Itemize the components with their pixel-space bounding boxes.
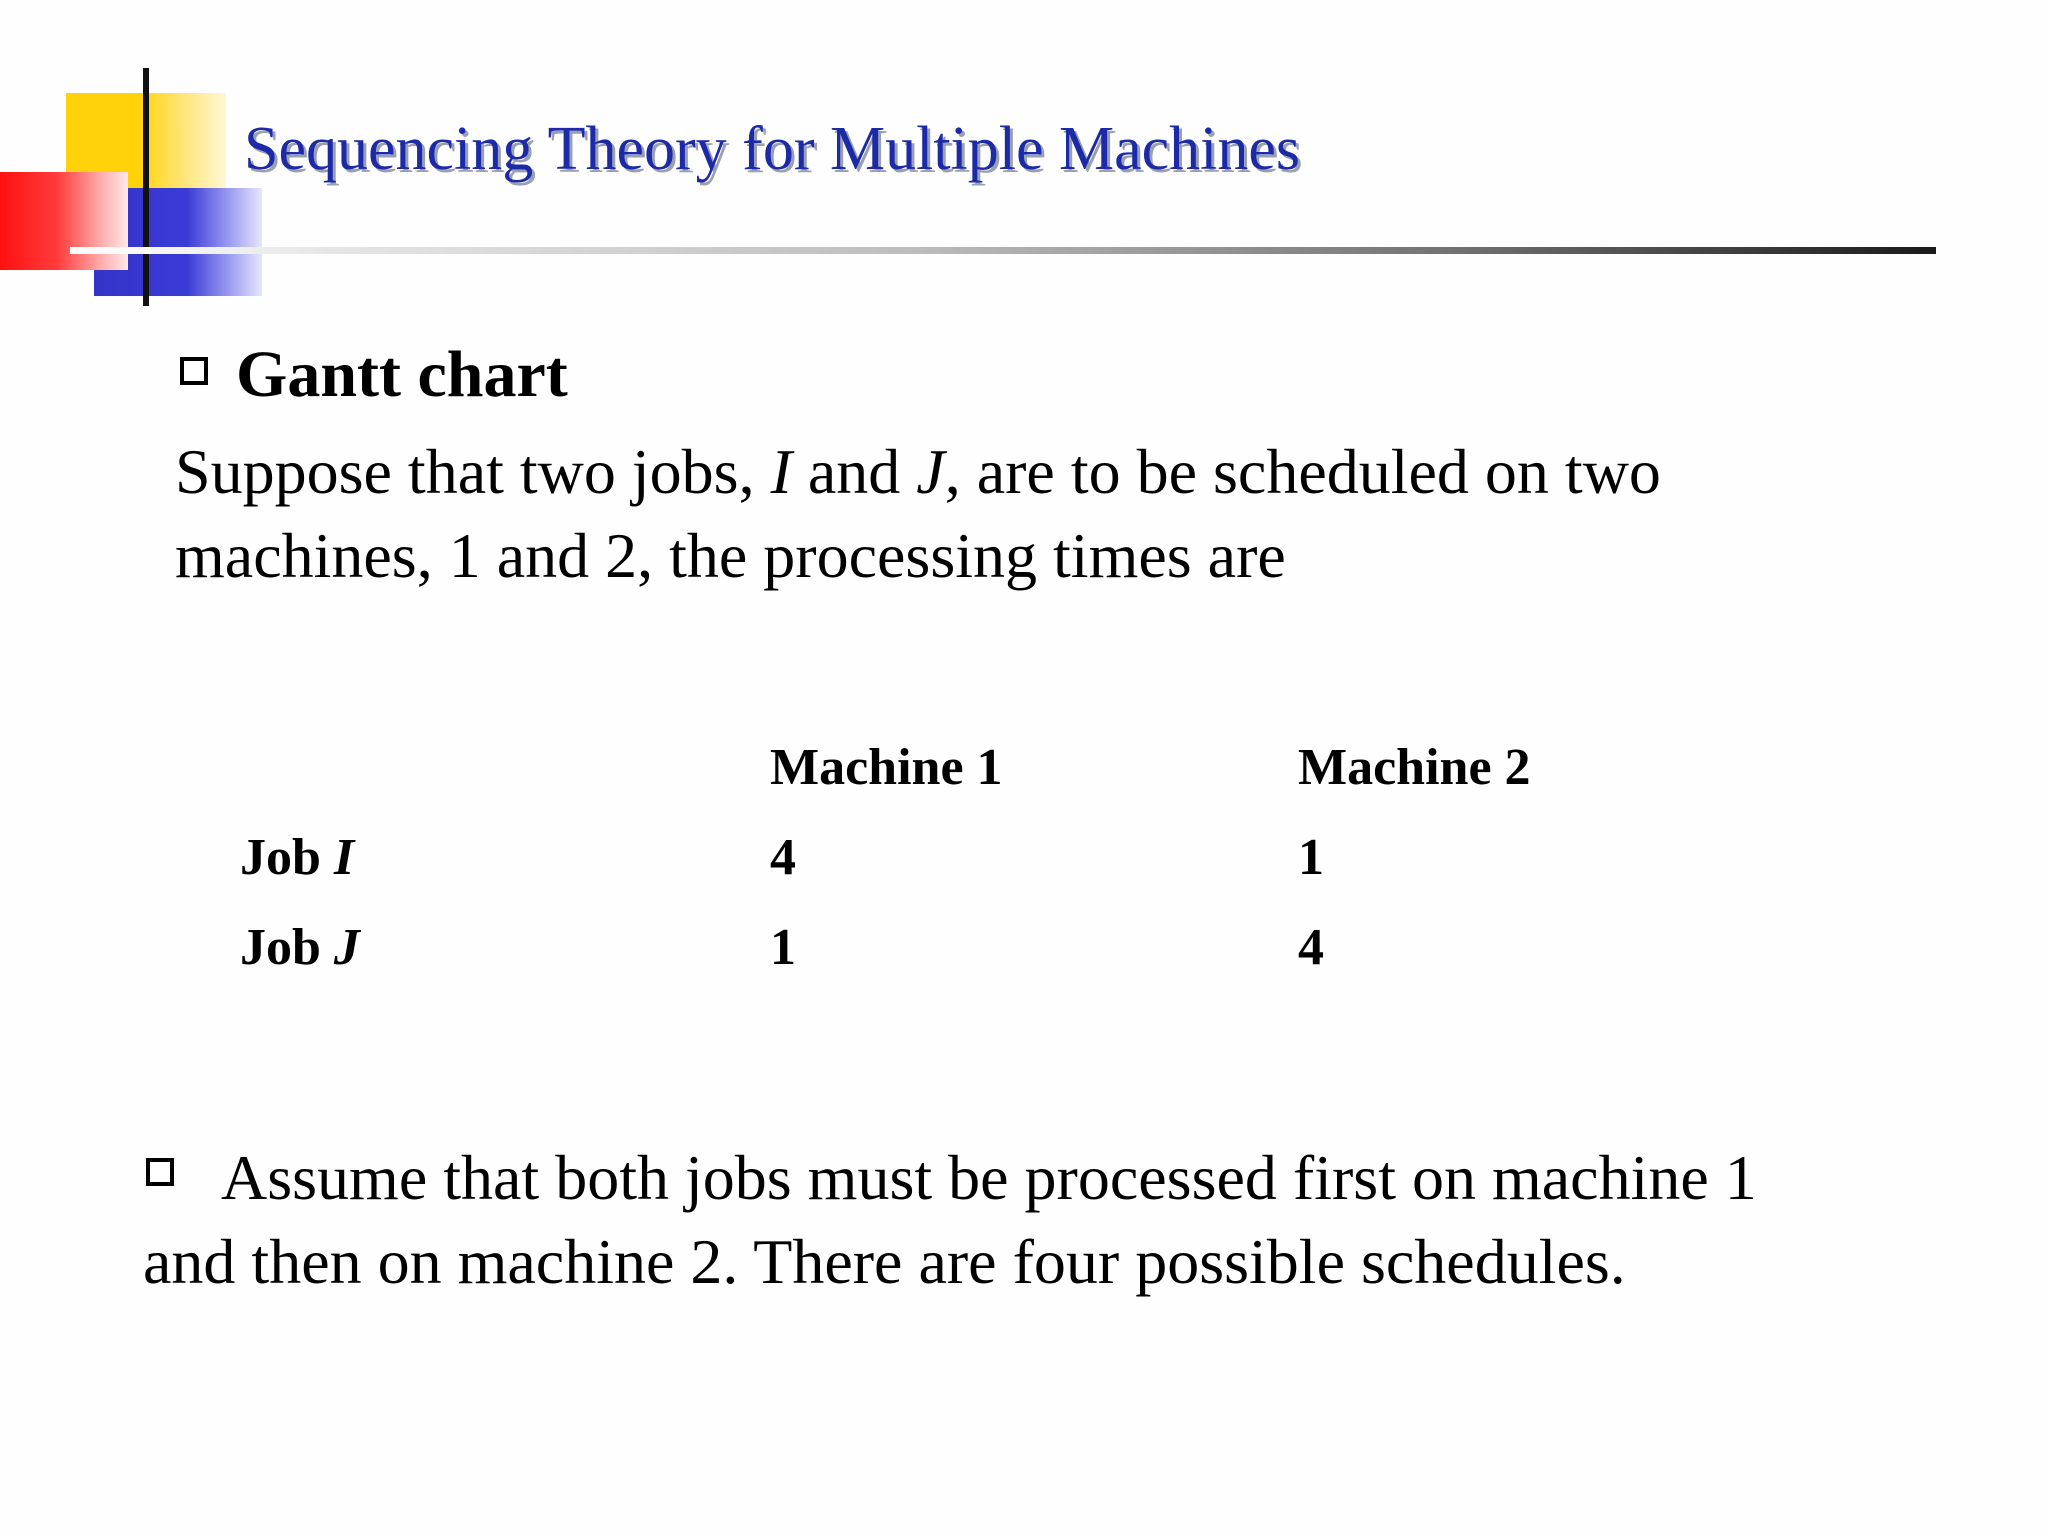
job-i-symbol: I: [770, 436, 792, 507]
logo-vertical-line: [143, 68, 149, 306]
table-cell: 1: [770, 919, 796, 976]
intro-line-1: Suppose that two jobs, I and J, are to be scheduled on two: [175, 436, 1661, 507]
note-line-1: Assume that both jobs must be processed first on machine 1: [221, 1142, 1757, 1213]
intro-line-2: machines, 1 and 2, the processing times are: [175, 520, 1286, 591]
table-cell: 4: [1298, 919, 1324, 976]
table-row-label: Job I: [240, 829, 355, 886]
logo-red-square: [0, 172, 128, 270]
table-header-machine-2: Machine 2: [1298, 739, 1531, 796]
slide-title: Sequencing Theory for Multiple Machines: [244, 115, 1301, 183]
title-underline: [70, 247, 1936, 254]
square-bullet-icon: [180, 357, 208, 385]
note-line-2: and then on machine 2. There are four possible schedules.: [143, 1226, 1626, 1297]
table-row-label: Job J: [240, 919, 360, 976]
table-cell: 1: [1298, 829, 1324, 886]
note-paragraph: [143, 1136, 1757, 1304]
intro-paragraph: [175, 430, 1661, 598]
job-j-symbol: J: [916, 436, 945, 507]
table-header-machine-1: Machine 1: [770, 739, 1003, 796]
table-cell: 4: [770, 829, 796, 886]
section-heading: Gantt chart: [236, 338, 568, 411]
